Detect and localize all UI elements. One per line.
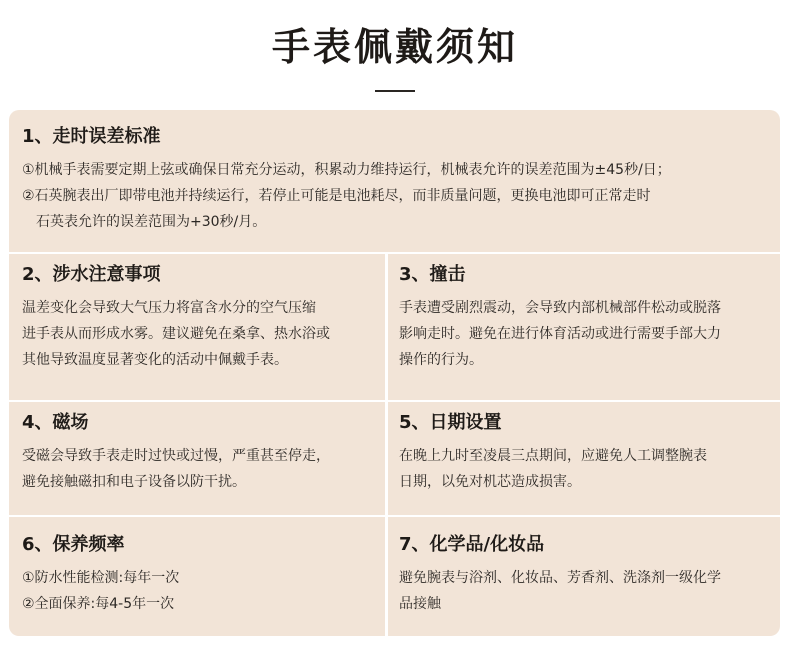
section-magnetic (22, 410, 382, 495)
section-impact-heading: 3、撞击 (399, 264, 466, 285)
section-maintenance-line: ②全面保养:每4-5年一次 (22, 596, 175, 612)
section-water-line: 进手表从而形成水雾。建议避免在桑拿、热水浴或 (22, 326, 330, 342)
section-chemicals-heading: 7、化学品/化妆品 (399, 534, 545, 555)
section-impact-line: 手表遭受剧烈震动，会导致内部机械部件松动或脱落 (399, 300, 721, 316)
section-magnetic-line: 受磁会导致手表走时过快或过慢，严重甚至停走， (22, 448, 330, 464)
divider-row-3 (9, 515, 780, 517)
section-maintenance-heading: 6、保养频率 (22, 534, 125, 555)
section-accuracy-line: ②石英腕表出厂即带电池并持续运行，若停止可能是电池耗尽，而非质量问题，更换电池即可正常走时 (22, 188, 651, 204)
section-date-setting-heading: 5、日期设置 (399, 412, 502, 433)
page-title: 手表佩戴须知 (271, 25, 518, 69)
section-water (22, 262, 382, 373)
divider-column (385, 252, 388, 636)
section-impact-line: 操作的行为。 (399, 352, 483, 368)
section-impact-line: 影响走时。避免在进行体育活动或进行需要手部大力 (399, 326, 721, 342)
section-impact (399, 262, 777, 373)
section-date-setting-line: 日期，以免对机芯造成损害。 (399, 474, 581, 490)
section-magnetic-heading: 4、磁场 (22, 412, 89, 433)
section-chemicals-line: 品接触 (399, 596, 441, 612)
section-accuracy-line: 石英表允许的误差范围为+30秒/月。 (36, 214, 267, 230)
section-water-line: 其他导致温度显著变化的活动中佩戴手表。 (22, 352, 288, 368)
section-maintenance-line: ①防水性能检测:每年一次 (22, 570, 180, 586)
section-maintenance (22, 532, 382, 617)
notice-panel (9, 110, 780, 636)
section-accuracy-line: ①机械手表需要定期上弦或确保日常充分运动，积累动力维持运行，机械表允许的误差范围为±45秒/日； (22, 162, 671, 178)
section-magnetic-line: 避免接触磁扣和电子设备以防干扰。 (22, 474, 246, 490)
section-date-setting (399, 410, 777, 495)
section-date-setting-line: 在晚上九时至凌晨三点期间，应避免人工调整腕表 (399, 448, 707, 464)
section-chemicals-line: 避免腕表与浴剂、化妆品、芳香剂、洗涤剂一级化学 (399, 570, 721, 586)
section-water-line: 温差变化会导致大气压力将富含水分的空气压缩 (22, 300, 316, 316)
section-accuracy-heading: 1、走时误差标准 (22, 126, 161, 147)
section-water-heading: 2、涉水注意事项 (22, 264, 161, 285)
section-chemicals (399, 532, 777, 617)
title-underline (375, 90, 415, 92)
divider-row-1 (9, 252, 780, 254)
section-accuracy (22, 124, 774, 235)
divider-row-2 (9, 400, 780, 402)
